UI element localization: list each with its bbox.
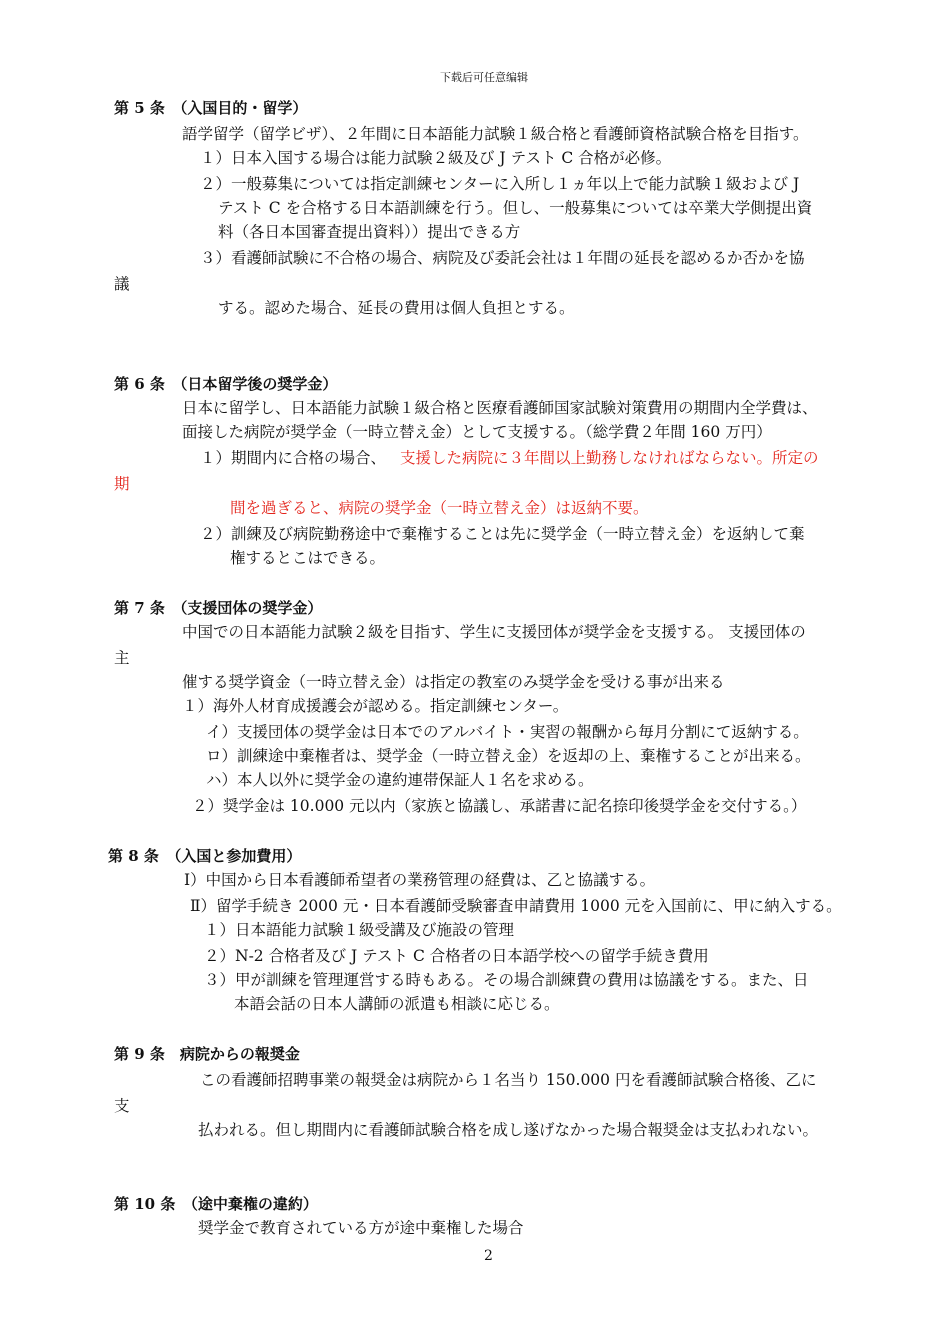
article-heading: 第 6 条 （日本留学後の奨学金）: [114, 375, 338, 393]
text-line: ３）看護師試験に不合格の場合、病院及び委託会社は１年間の延長を認めるか否かを協: [200, 249, 805, 267]
text-line: １）日本語能力試験１級受講及び施設の管理: [204, 921, 515, 939]
text-line: １）期間内に合格の場合、: [200, 449, 387, 467]
text-line: 議: [114, 275, 130, 293]
text-line: テスト C を合格する日本語訓練を行う。但し、一般募集については卒業大学側提出資: [218, 199, 813, 217]
text-line: 日本に留学し、日本語能力試験１級合格と医療看護師国家試験対策費用の期間内全学費は、: [182, 399, 818, 417]
text-line: 主: [114, 649, 130, 667]
text-line: ２）N-2 合格者及び J テスト C 合格者の日本語学校への留学手続き費用: [204, 947, 709, 965]
text-line: 間を過ぎると、病院の奨学金（一時立替え金）は返納不要。: [230, 499, 649, 517]
text-line: ２）奨学金は 10.000 元以内（家族と協議し、承諾書に記名捺印後奨学金を交付する。）: [192, 797, 807, 815]
text-line: ロ）訓練途中棄権者は、奨学金（一時立替え金）を返却の上、棄権することが出来る。: [206, 747, 811, 765]
text-line: Ⅱ）留学手続き 2000 元・日本看護師受験審査申請費用 1000 元を入国前に、甲に納入する。: [190, 897, 842, 915]
article-heading: 第 10 条 （途中棄権の違約）: [114, 1195, 318, 1213]
text-line: 面接した病院が奨学金（一時立替え金）として支援する。（総学費２年間 160 万円）: [182, 423, 772, 441]
page-number: 2: [484, 1248, 493, 1264]
text-line: Ⅰ）中国から日本看護師希望者の業務管理の経費は、乙と協議する。: [184, 871, 656, 889]
text-line: 支: [114, 1097, 130, 1115]
text-line: １）海外人材育成援護会が認める。指定訓練センター。: [182, 697, 569, 715]
text-line: ２）一般募集については指定訓練センターに入所し１ヵ年以上で能力試験１級および J: [200, 175, 800, 193]
text-line: １）日本入国する場合は能力試験２級及び J テスト C 合格が必修。: [200, 149, 672, 167]
article-heading: 第 7 条 （支援団体の奨学金）: [114, 599, 323, 617]
text-line: 支援した病院に３年間以上勤務しなければならない。所定の: [400, 449, 819, 467]
text-line: 中国での日本語能力試験２級を目指す、学生に支援団体が奨学金を支援する。 支援団体の: [182, 623, 806, 641]
article-heading: 第 8 条 （入国と参加費用）: [108, 847, 302, 865]
text-line: 催する奨学資金（一時立替え金）は指定の教室のみ奨学金を受ける事が出来る: [182, 673, 725, 691]
text-line: する。認めた場合、延長の費用は個人負担とする。: [218, 299, 575, 317]
text-line: ２）訓練及び病院勤務途中で棄権することは先に奨学金（一時立替え金）を返納して棄: [200, 525, 805, 543]
text-line: 払われる。但し期間内に看護師試験合格を成し遂げなかった場合報奨金は支払われない。: [198, 1121, 819, 1139]
text-line: この看護師招聘事業の報奨金は病院から１名当り 150.000 円を看護師試験合格後、乙に: [200, 1071, 817, 1089]
text-line: 期: [114, 475, 130, 493]
text-line: 奨学金で教育されている方が途中棄権した場合: [198, 1219, 524, 1237]
article-heading: 第 9 条 病院からの報奨金: [114, 1045, 300, 1063]
text-line: 権するとこはできる。: [230, 549, 386, 567]
text-line: ３）甲が訓練を管理運営する時もある。その場合訓練費の費用は協議をする。また、日: [204, 971, 809, 989]
text-line: ハ）本人以外に奨学金の違約連帯保証人１名を求める。: [206, 771, 594, 789]
article-heading: 第 5 条 （入国目的・留学）: [114, 99, 308, 117]
text-line: 本語会話の日本人講師の派遣も相談に応じる。: [234, 995, 560, 1013]
text-line: イ）支援団体の奨学金は日本でのアルバイト・実習の報酬から毎月分割にて返納する。: [206, 723, 809, 741]
text-line: 語学留学（留学ビザ）、２年間に日本語能力試験１級合格と看護師資格試験合格を目指す。: [182, 125, 809, 143]
page-header: 下载后可任意编辑: [440, 71, 528, 84]
text-line: 料（各日本国審査提出資料））提出できる方: [218, 223, 521, 241]
